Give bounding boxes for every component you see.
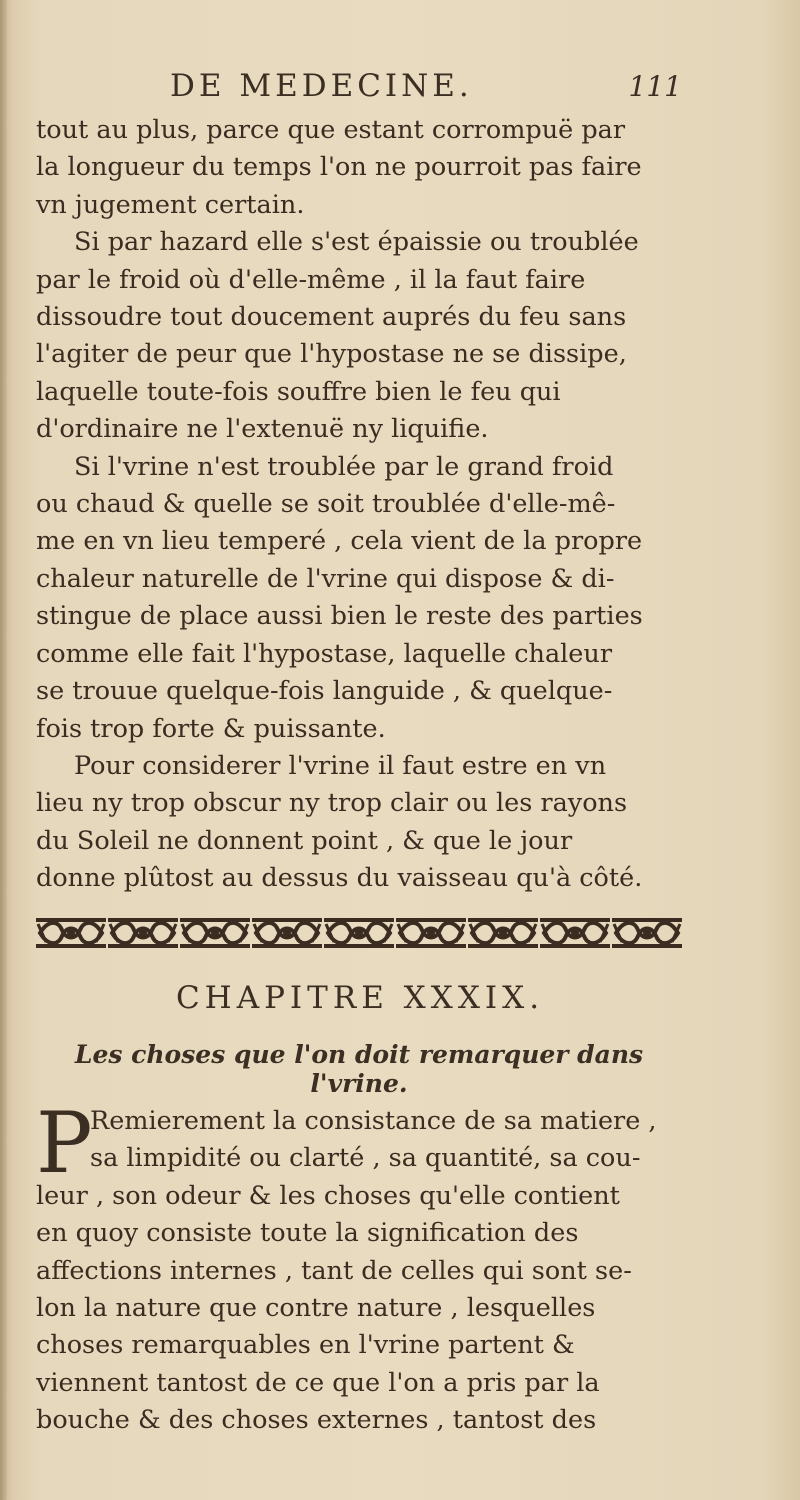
decorative-ornament-band: [36, 912, 682, 954]
text-line: lieu ny trop obscur ny trop clair ou les rayons: [36, 788, 628, 819]
running-title: DE MEDECINE.: [170, 68, 473, 104]
text-line: Si l'vrine n'est troublée par le grand froid: [74, 451, 614, 482]
text-line: affections internes , tant de celles qui sont se-: [36, 1255, 632, 1286]
text-line: bouche & des choses externes , tantost des: [36, 1405, 597, 1436]
text-line: la longueur du temps l'on ne pourroit pas faire: [36, 152, 642, 183]
text-line: me en vn lieu temperé , cela vient de la propre: [36, 526, 643, 557]
page-spine-shadow: [0, 0, 7, 1500]
page-number: 111: [628, 70, 682, 103]
text-line: dissoudre tout doucement auprés du feu sans: [36, 302, 627, 333]
text-line: donne plûtost au dessus du vaisseau qu'à côté.: [36, 863, 643, 894]
text-line: se trouue quelque-fois languide , & quelque-: [36, 676, 613, 707]
text-line: leur , son odeur & les choses qu'elle contient: [36, 1180, 620, 1211]
text-line: tout au plus, parce que estant corrompuë par: [36, 115, 626, 145]
text-line: du Soleil ne donnent point , & que le jour: [36, 825, 573, 856]
text-line: ou chaud & quelle se soit troublée d'elle-mê-: [36, 489, 616, 520]
chapter-subtitle: Les choses que l'on doit remarquer dans l'vrine.: [74, 1040, 644, 1098]
text-line: fois trop forte & puissante.: [36, 713, 386, 744]
text-line: chaleur naturelle de l'vrine qui dispose & di-: [36, 563, 615, 594]
text-line: Si par hazard elle s'est épaissie ou troublée: [74, 227, 639, 258]
text-line: vn jugement certain.: [36, 189, 305, 220]
body-text-section-2: [36, 1094, 682, 1440]
text-line: l'agiter de peur que l'hypostase ne se dissipe,: [36, 339, 627, 370]
text-line: stingue de place aussi bien le reste des parties: [36, 601, 643, 632]
text-line: laquelle toute-fois souffre bien le feu qui: [36, 376, 561, 407]
text-line: en quoy consiste toute la signification des: [36, 1218, 579, 1249]
text-line: lon la nature que contre nature , lesquelles: [36, 1293, 596, 1324]
text-line: comme elle fait l'hypostase, laquelle chaleur: [36, 638, 613, 669]
chapter-title: CHAPITRE XXXIX.: [175, 980, 545, 1016]
drop-cap: P: [36, 1094, 93, 1192]
text-line: Remierement la consistance de sa matiere ,: [90, 1106, 657, 1136]
text-line: Pour considerer l'vrine il faut estre en vn: [74, 750, 607, 781]
text-line: par le froid où d'elle-même , il la faut faire: [36, 264, 586, 295]
text-line: choses remarquables en l'vrine partent &: [36, 1330, 575, 1361]
text-line: d'ordinaire ne l'extenuë ny liquifie.: [36, 414, 489, 445]
text-line: sa limpidité ou clarté , sa quantité, sa cou-: [90, 1143, 641, 1174]
text-line: viennent tantost de ce que l'on a pris par la: [36, 1367, 600, 1398]
page-header: [42, 68, 682, 108]
body-text-section-1: [36, 112, 682, 898]
